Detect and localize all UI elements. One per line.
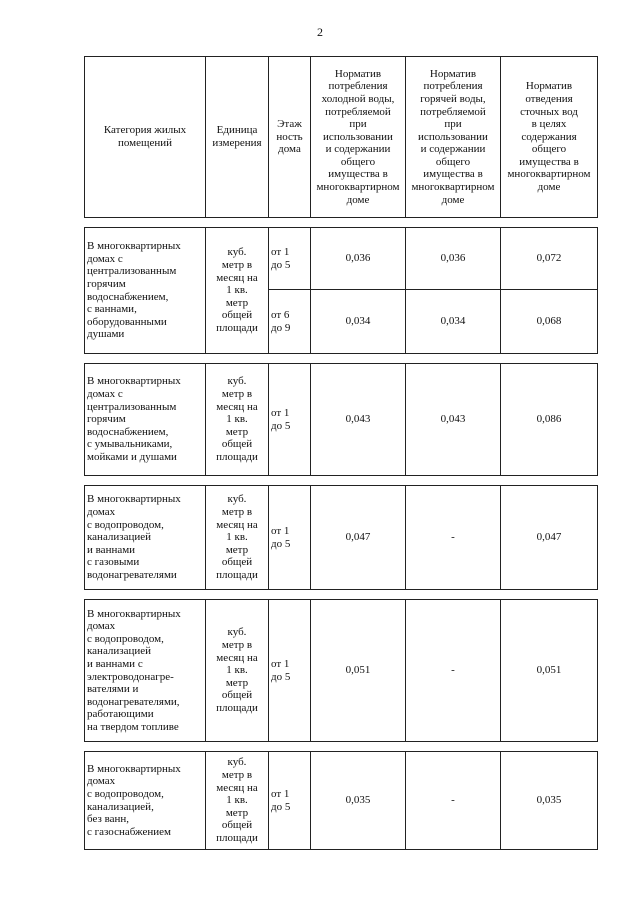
header-unit: Единица измерения	[206, 57, 269, 218]
page-number: 2	[317, 25, 323, 39]
header-floors: Этаж ность дома	[269, 57, 311, 218]
unit-cell: куб. метр в месяц на 1 кв. метр общей площади	[206, 600, 269, 742]
unit-cell: куб. метр в месяц на 1 кв. метр общей площади	[206, 364, 269, 476]
waste-water-value: 0,072	[501, 228, 598, 290]
waste-water-value: 0,051	[501, 600, 598, 742]
header-row	[85, 57, 598, 218]
table-row	[85, 364, 598, 476]
waste-water-value: 0,047	[501, 486, 598, 590]
cold-water-value: 0,036	[311, 228, 406, 290]
waste-water-value: 0,068	[501, 290, 598, 354]
hot-water-value: 0,034	[406, 290, 501, 354]
header-category: Категория жилых помещений	[85, 57, 206, 218]
cold-water-value: 0,047	[311, 486, 406, 590]
norms-table	[84, 56, 598, 850]
cold-water-value: 0,035	[311, 752, 406, 850]
hot-water-value: 0,043	[406, 364, 501, 476]
header-cold-water-norm: Норматив потребления холодной воды, потребляемой при использовании и содержании общего имущества в многоквартирном доме	[311, 57, 406, 218]
hot-water-value: -	[406, 486, 501, 590]
hot-water-value: -	[406, 752, 501, 850]
category-cell: В многоквартирных домах с водопроводом, канализацией, без ванн, с газоснабжением	[85, 752, 206, 850]
category-cell: В многоквартирных домах с водопроводом, канализацией и ваннами с газовыми водонагревателями	[85, 486, 206, 590]
floors-cell: от 1 до 5	[269, 486, 311, 590]
cold-water-value: 0,043	[311, 364, 406, 476]
category-cell: В многоквартирных домах с централизованным горячим водоснабжением, с ваннами, оборудованными душами	[85, 228, 206, 354]
hot-water-value: 0,036	[406, 228, 501, 290]
unit-cell: куб. метр в месяц на 1 кв. метр общей площади	[206, 752, 269, 850]
waste-water-value: 0,035	[501, 752, 598, 850]
cold-water-value: 0,051	[311, 600, 406, 742]
table-row	[85, 600, 598, 742]
unit-cell: куб. метр в месяц на 1 кв. метр общей площади	[206, 228, 269, 354]
table-row	[85, 752, 598, 850]
floors-cell: от 1 до 5	[269, 752, 311, 850]
unit-cell: куб. метр в месяц на 1 кв. метр общей площади	[206, 486, 269, 590]
waste-water-value: 0,086	[501, 364, 598, 476]
cold-water-value: 0,034	[311, 290, 406, 354]
category-cell: В многоквартирных домах с водопроводом, канализацией и ваннами с электроводонагре- вателями и водонагревателями, работающими на твердом топливе	[85, 600, 206, 742]
floors-cell: от 1 до 5	[269, 228, 311, 290]
table-row	[85, 228, 598, 290]
header-waste-water-norm: Норматив отведения сточных вод в целях содержания общего имущества в многоквартирном доме	[501, 57, 598, 218]
floors-cell: от 6 до 9	[269, 290, 311, 354]
floors-cell: от 1 до 5	[269, 364, 311, 476]
category-cell: В многоквартирных домах с централизованным горячим водоснабжением, с умывальниками, мойками и душами	[85, 364, 206, 476]
hot-water-value: -	[406, 600, 501, 742]
header-hot-water-norm: Норматив потребления горячей воды, потребляемой при использовании и содержании общего имущества в многоквартирном доме	[406, 57, 501, 218]
floors-cell: от 1 до 5	[269, 600, 311, 742]
table-row	[85, 486, 598, 590]
